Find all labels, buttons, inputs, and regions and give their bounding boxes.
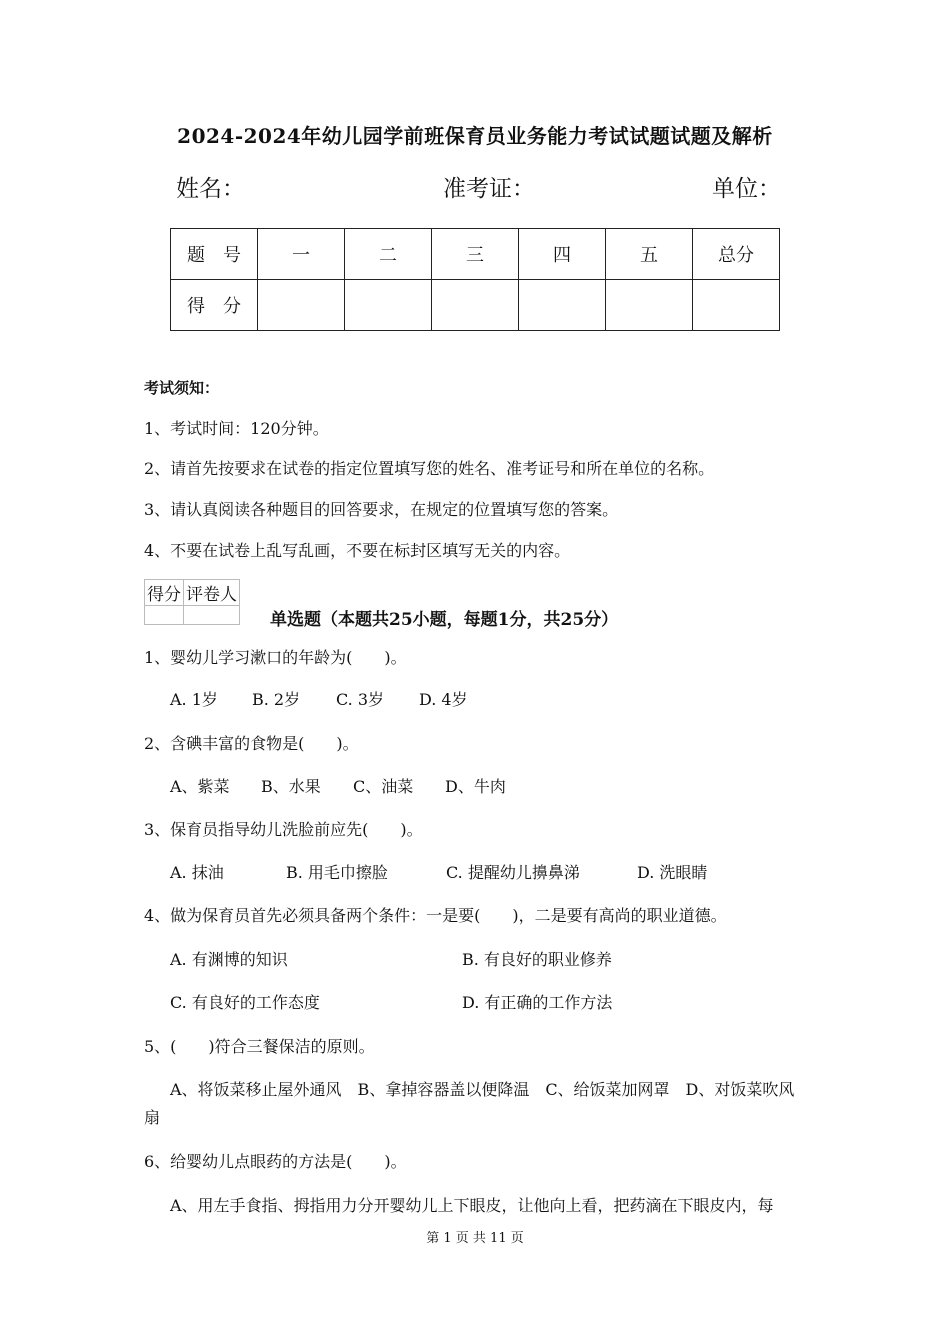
score-table-header-row (171, 229, 780, 280)
grader-score-label: 得分 (145, 580, 184, 606)
question-stem: 4、做为保育员首先必须具备两个条件：一是要( )，二是要有高尚的职业道德。 (144, 906, 727, 925)
page-title: 2024-2024年幼儿园学前班保育员业务能力考试试题试题及解析 (177, 124, 773, 148)
question-stem: 3、保育员指导幼儿洗脸前应先( )。 (144, 820, 423, 839)
score-header-cell: 题 号 (171, 229, 258, 280)
notice-item: 4、不要在试卷上乱写乱画，不要在标封区填写无关的内容。 (144, 541, 571, 560)
question-stem: 6、给婴幼儿点眼药的方法是( )。 (144, 1152, 407, 1171)
score-cell[interactable] (606, 280, 693, 331)
score-header-cell: 三 (432, 229, 519, 280)
question-option[interactable]: B、水果 (261, 777, 321, 796)
score-cell[interactable] (258, 280, 345, 331)
notice-item: 2、请首先按要求在试卷的指定位置填写您的姓名、准考证号和所在单位的名称。 (144, 459, 715, 478)
grader-score-cell[interactable] (145, 606, 184, 625)
question-option[interactable]: D、牛肉 (445, 777, 506, 796)
question-option[interactable]: A、用左手食指、拇指用力分开婴幼儿上下眼皮，让他向上看，把药滴在下眼皮内，每 (170, 1196, 774, 1215)
score-header-cell: 二 (345, 229, 432, 280)
exam-id-field-label: 准考证： (443, 176, 535, 202)
score-cell[interactable] (345, 280, 432, 331)
question-option[interactable]: B. 用毛巾擦脸 (286, 863, 388, 882)
score-header-cell: 一 (258, 229, 345, 280)
question-option[interactable]: C. 提醒幼儿擤鼻涕 (446, 863, 580, 882)
notice-heading: 考试须知： (144, 379, 220, 397)
unit-field-label: 单位： (712, 176, 781, 202)
score-cell[interactable] (519, 280, 606, 331)
grader-box (144, 579, 240, 625)
section-title: 单选题（本题共25小题，每题1分，共25分） (270, 610, 619, 630)
question-stem: 5、( )符合三餐保洁的原则。 (144, 1037, 375, 1056)
question-option[interactable]: B. 2岁 (252, 690, 301, 709)
question-stem: 2、含碘丰富的食物是( )。 (144, 734, 359, 753)
question-option[interactable]: A. 有渊博的知识 (170, 950, 288, 969)
notice-item: 1、考试时间：120分钟。 (144, 419, 329, 438)
question-option[interactable]: A. 抹油 (170, 863, 224, 882)
name-field-label: 姓名： (176, 176, 245, 202)
question-option[interactable]: C. 3岁 (336, 690, 385, 709)
page-footer: 第 1 页 共 11 页 (426, 1231, 524, 1246)
question-option[interactable]: D. 洗眼睛 (637, 863, 708, 882)
question-option[interactable]: B. 有良好的职业修养 (462, 950, 612, 969)
score-header-cell: 总分 (693, 229, 780, 280)
question-option[interactable]: A. 1岁 (170, 690, 218, 709)
question-option[interactable]: C、油菜 (353, 777, 414, 796)
score-table-score-row (171, 280, 780, 331)
score-cell[interactable] (432, 280, 519, 331)
score-header-cell: 五 (606, 229, 693, 280)
question-option[interactable]: D. 有正确的工作方法 (462, 993, 613, 1012)
question-option[interactable]: C. 有良好的工作态度 (170, 993, 320, 1012)
question-options-line[interactable]: A、将饭菜移止屋外通风 B、拿掉容器盖以便降温 C、给饭菜加网罩 D、对饭菜吹风 (170, 1080, 795, 1099)
question-option[interactable]: A、紫菜 (170, 777, 230, 796)
question-option[interactable]: D. 4岁 (419, 690, 468, 709)
score-table (170, 228, 780, 331)
question-options-line: 扇 (144, 1108, 161, 1127)
question-stem: 1、婴幼儿学习漱口的年龄为( )。 (144, 648, 407, 667)
score-row-label: 得 分 (171, 280, 258, 331)
notice-item: 3、请认真阅读各种题目的回答要求，在规定的位置填写您的答案。 (144, 500, 619, 519)
score-cell[interactable] (693, 280, 780, 331)
grader-reviewer-label: 评卷人 (184, 580, 240, 606)
score-header-cell: 四 (519, 229, 606, 280)
grader-reviewer-cell[interactable] (184, 606, 240, 625)
